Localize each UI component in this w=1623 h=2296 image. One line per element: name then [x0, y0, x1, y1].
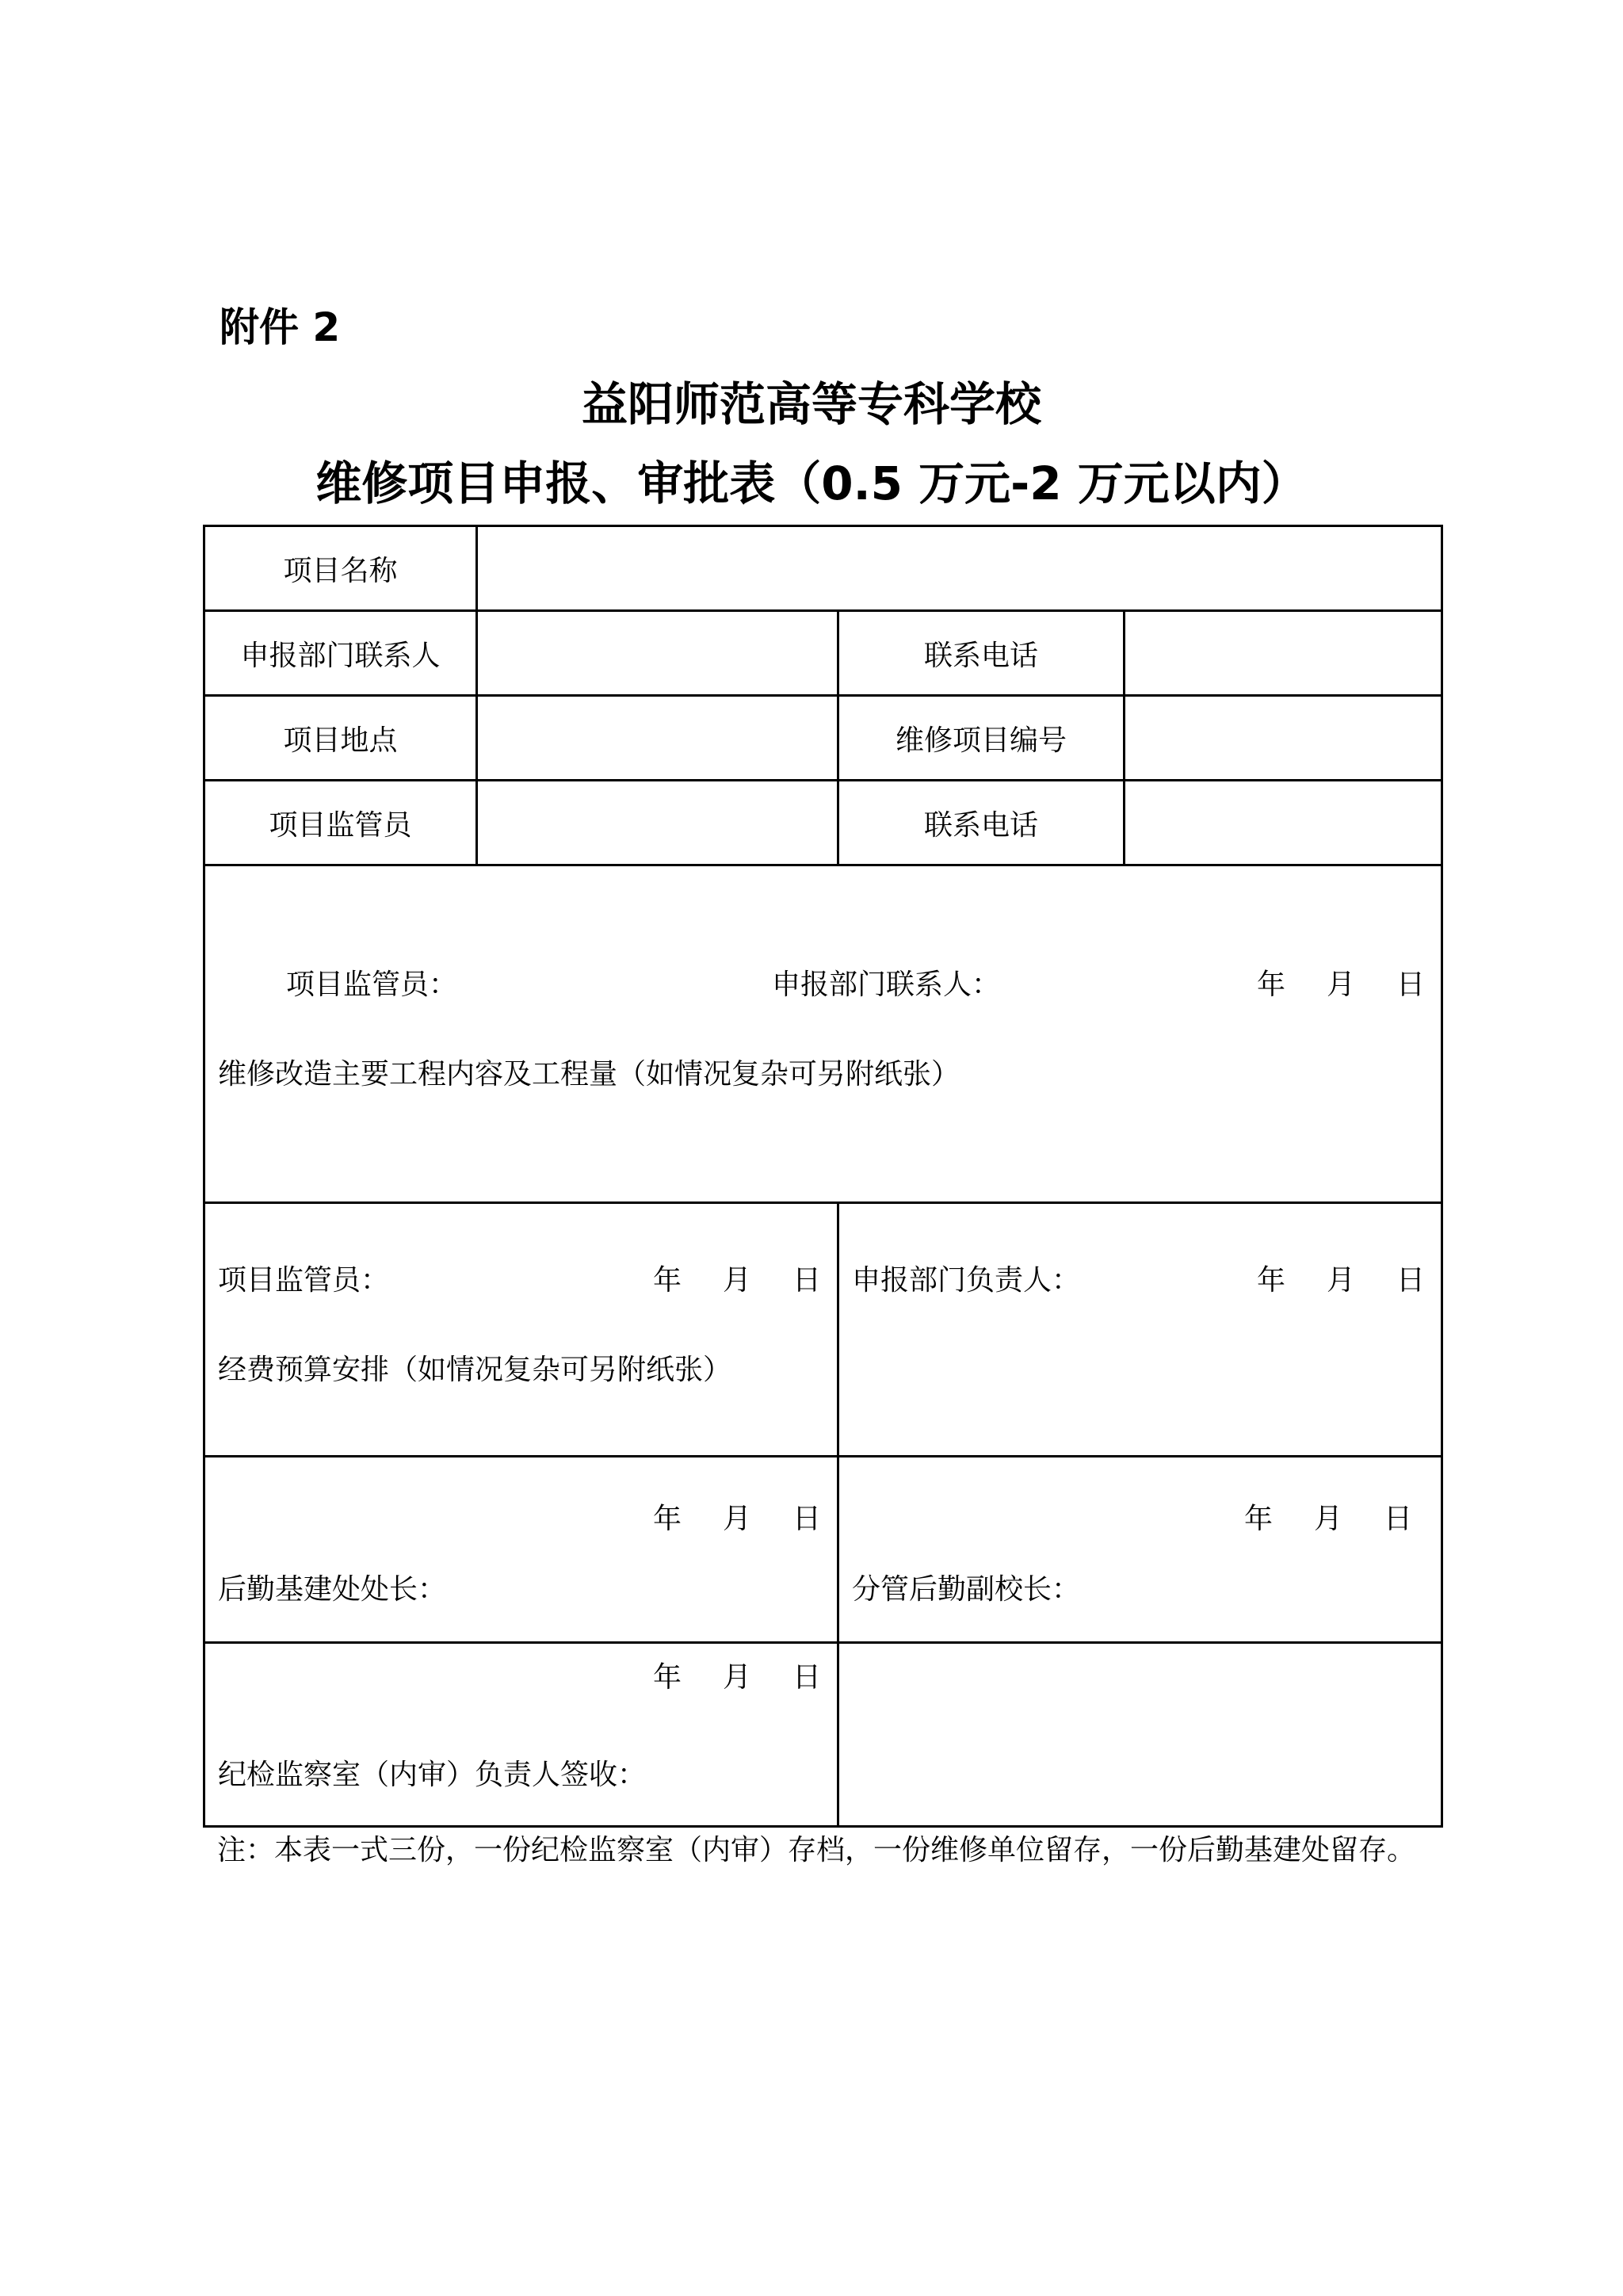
date-day: 日: [792, 1503, 821, 1535]
supervisor-label: 项目监管员: [204, 781, 477, 865]
date-year: 年: [652, 1263, 682, 1297]
location-label: 项目地点: [204, 696, 477, 781]
form-title-school: 益阳师范高等专科学校: [581, 377, 1041, 431]
phone-label-2: 联系电话: [838, 781, 1125, 865]
dept-head-date: [1257, 1258, 1425, 1298]
project-number-label: 维修项目编号: [838, 696, 1125, 781]
date-year: 年: [1256, 1263, 1285, 1297]
date-month: 月: [722, 1503, 751, 1535]
row-project-name: [204, 526, 1442, 611]
phone-field-1[interactable]: [1125, 611, 1442, 696]
content-dept-contact-sign: 申报部门联系人：: [772, 968, 1001, 1001]
location-field[interactable]: [477, 696, 838, 781]
date-day: 日: [1396, 1263, 1425, 1297]
row-budget: [204, 1203, 1442, 1457]
budget-heading: 经费预算安排（如情况复杂可另附纸张）: [218, 1353, 732, 1386]
date-day: 日: [1396, 968, 1425, 1001]
phone-label-1: 联系电话: [838, 611, 1125, 696]
dept-contact-label: 申报部门联系人: [204, 611, 477, 696]
row-supervisor: [204, 781, 1442, 865]
date-month: 月: [1326, 968, 1355, 1001]
vice-president-date: [1244, 1496, 1412, 1537]
dept-head-cell[interactable]: [838, 1203, 1442, 1457]
dept-head-sign: 申报部门负责人：: [852, 1263, 1081, 1297]
footnote: 注：本表一式三份，一份纪检监察室（内审）存档，一份维修单位留存，一份后勤基建处留存。: [217, 1834, 1416, 1866]
work-content-cell[interactable]: [204, 865, 1442, 1203]
row-work-content: [204, 865, 1442, 1203]
dept-contact-field[interactable]: [477, 611, 838, 696]
logistics-head-date: [653, 1496, 821, 1537]
budget-cell[interactable]: [204, 1203, 838, 1457]
date-month: 月: [1313, 1503, 1342, 1535]
budget-supervisor-sign: 项目监管员：: [218, 1263, 390, 1297]
phone-field-2[interactable]: [1125, 781, 1442, 865]
application-form-table: [203, 525, 1443, 1828]
attachment-label: 附件 2: [220, 304, 341, 350]
row-location: [204, 696, 1442, 781]
project-name-label: 项目名称: [204, 526, 477, 611]
row-inspection: [204, 1643, 1442, 1827]
project-number-field[interactable]: [1125, 696, 1442, 781]
inspection-blank-cell[interactable]: [838, 1643, 1442, 1827]
content-supervisor-sign: 项目监管员：: [286, 968, 458, 1001]
budget-date: [653, 1258, 821, 1298]
project-name-field[interactable]: [477, 526, 1442, 611]
logistics-head-cell[interactable]: [204, 1457, 838, 1643]
date-day: 日: [792, 1660, 821, 1694]
date-month: 月: [1326, 1263, 1355, 1297]
date-year: 年: [652, 1660, 682, 1694]
vice-president-sign: 分管后勤副校长：: [852, 1573, 1081, 1606]
row-approval: [204, 1457, 1442, 1643]
inspection-sign: 纪检监察室（内审）负责人签收：: [218, 1758, 647, 1791]
date-year: 年: [1256, 968, 1285, 1001]
inspection-cell[interactable]: [204, 1643, 838, 1827]
form-title: 维修项目申报、审批表（0.5 万元-2 万元以内）: [315, 457, 1308, 510]
date-month: 月: [722, 1660, 751, 1694]
logistics-head-sign: 后勤基建处处长：: [218, 1573, 447, 1606]
date-year: 年: [1243, 1503, 1273, 1535]
work-content-heading: 维修改造主要工程内容及工程量（如情况复杂可另附纸张）: [218, 1057, 960, 1091]
date-month: 月: [722, 1263, 751, 1297]
date-day: 日: [1383, 1503, 1412, 1535]
supervisor-field[interactable]: [477, 781, 838, 865]
date-year: 年: [652, 1503, 682, 1535]
inspection-date: [653, 1655, 821, 1695]
content-date: [1257, 962, 1425, 1003]
date-day: 日: [792, 1263, 821, 1297]
vice-president-cell[interactable]: [838, 1457, 1442, 1643]
row-dept-contact: [204, 611, 1442, 696]
